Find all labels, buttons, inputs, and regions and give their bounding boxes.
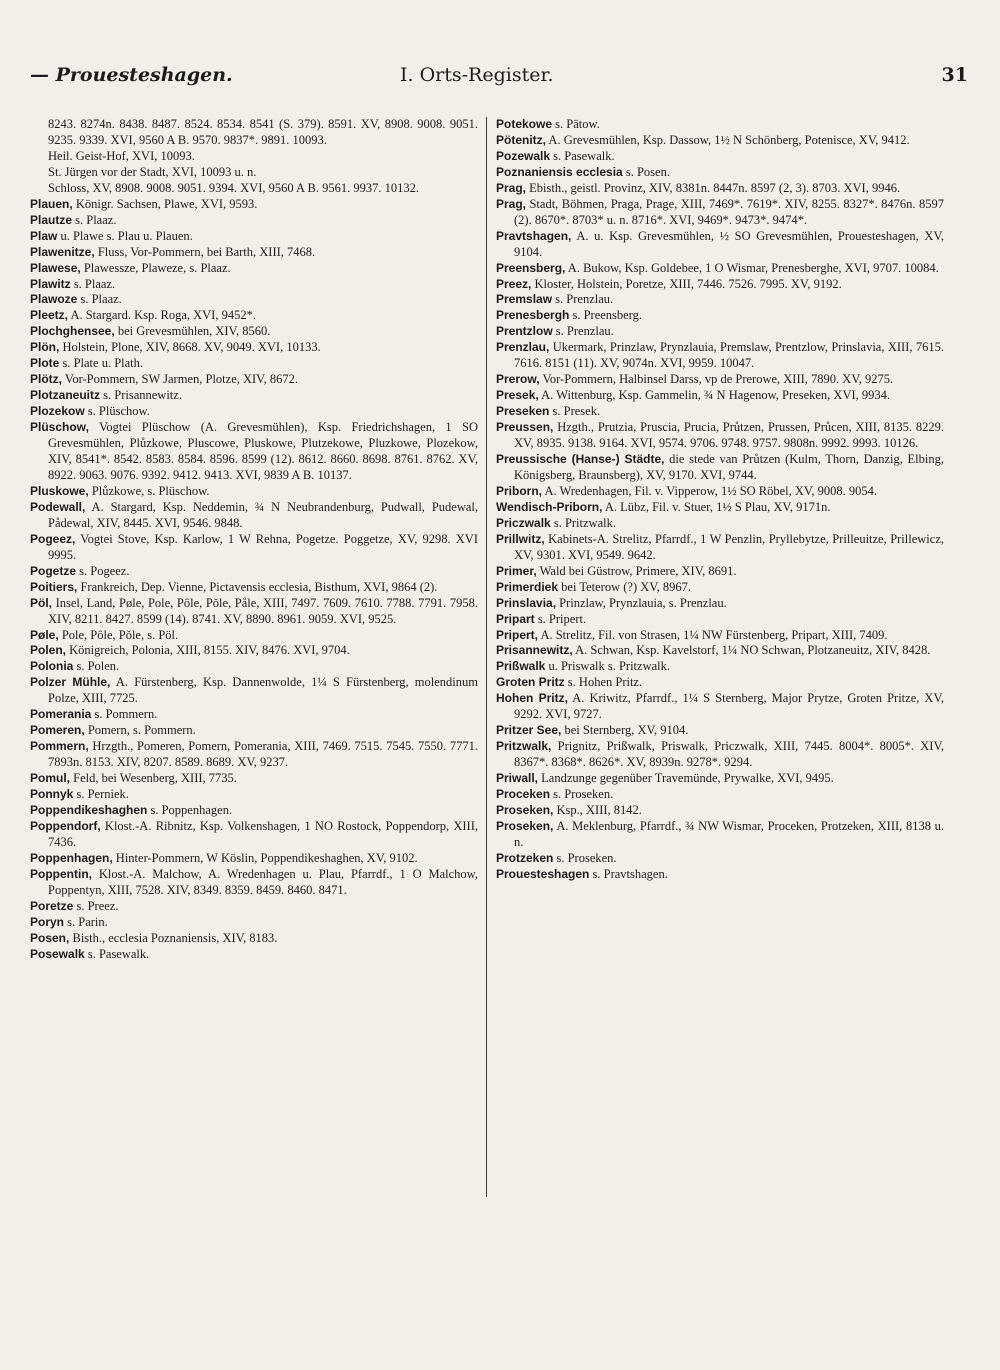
entry-headword: Proseken, xyxy=(496,818,554,833)
index-entry xyxy=(30,372,478,388)
entry-headword: Poppenhagen, xyxy=(30,850,113,865)
entry-headword: Protzeken xyxy=(496,850,554,865)
entry-text: Vor-Pommern, SW Jarmen, Plotze, XIV, 8672. xyxy=(62,372,298,387)
running-head-title: I. Orts-Register. xyxy=(400,64,554,86)
entry-headword: Prißwalk xyxy=(496,659,546,674)
entry-headword: Plawoze xyxy=(30,292,78,307)
right-column xyxy=(496,117,944,883)
entry-text: Ebisth., geistl. Provinz, XIV, 8381n. 8447n. 8597 (2, 3). 8703. XVI, 9946. xyxy=(526,180,901,195)
entry-text: s. Posen. xyxy=(622,164,670,179)
entry-text: Insel, Land, Pøle, Pole, Pôle, Pǒle, Påle, XIII, 7497. 7609. 7610. 7788. 7791. 7958. XIV, 8211. 8427. 8599 (14). 8741. XV, 8890. 8961. 9059. XVI, 9525. xyxy=(48,595,478,626)
index-entry xyxy=(30,340,478,356)
entry-text: s. Proseken. xyxy=(550,787,614,802)
entry-text: s. Prenzlau. xyxy=(552,292,614,307)
index-entry xyxy=(30,675,478,707)
index-entry xyxy=(30,388,478,404)
index-entry xyxy=(30,739,478,771)
index-entry xyxy=(496,420,944,452)
index-entry xyxy=(30,213,478,229)
index-entry xyxy=(496,388,944,404)
entry-text: Landzunge gegenüber Travemünde, Prywalke, XVI, 9495. xyxy=(538,771,834,786)
index-entry xyxy=(30,564,478,580)
entry-text: s. Pasewalk. xyxy=(84,946,150,961)
entry-text: Hzgth., Prutzia, Pruscia, Prucia, Průtzen, Prussen, Průcen, XIII, 8135. 8229. XV, 8935. 9138. 9164. XVI, 9574. 9706. 9748. 9757. 9808n. 9992. 9993. 10126. xyxy=(514,420,944,451)
entry-text: Schloss, XV, 8908. 9008. 9051. 9394. XVI, 9560 A B. 9561. 9937. 10132. xyxy=(48,180,419,195)
index-entry xyxy=(30,867,478,899)
index-entry xyxy=(30,947,478,963)
entry-headword: Pomul, xyxy=(30,771,71,786)
entry-headword: Preseken xyxy=(496,404,550,419)
index-entry xyxy=(496,628,944,644)
index-entry xyxy=(30,324,478,340)
entry-text: bei Teterow (?) XV, 8967. xyxy=(558,579,692,594)
entry-text: Klost.-A. Malchow, A. Wredenhagen u. Plau, Pfarrdf., 1 O Malchow, Poppentyn, XIII, 7528. XIV, 8349. 8359. 8459. 8460. 8471. xyxy=(48,866,478,897)
entry-headword: Pötenitz, xyxy=(496,132,546,147)
entry-text: Hinter-Pommern, W Köslin, Poppendikeshaghen, XV, 9102. xyxy=(112,850,418,865)
index-entry xyxy=(30,643,478,659)
entry-headword: Prenesbergh xyxy=(496,308,570,323)
page-number: 31 xyxy=(941,64,968,86)
entry-text: A. Stargard. Ksp. Roga, XVI, 9452*. xyxy=(68,308,256,323)
index-entry xyxy=(30,659,478,675)
entry-text: A. Stargard, Ksp. Neddemin, ¾ N Neubrandenburg, Pudwall, Pudewal, Pådewal, XIV, 8445. XVI, 9546. 9848. xyxy=(48,499,478,530)
index-entry xyxy=(30,181,478,197)
index-entry xyxy=(30,404,478,420)
index-entry xyxy=(496,819,944,851)
entry-headword: Plotzaneuitz xyxy=(30,388,101,403)
index-entry xyxy=(30,356,478,372)
index-entry xyxy=(496,564,944,580)
entry-text: A. Grevesmühlen, Ksp. Dassow, 1½ N Schönberg, Potenisce, XV, 9412. xyxy=(546,132,910,147)
entry-headword: Plötz, xyxy=(30,372,62,387)
entry-text: St. Jürgen vor der Stadt, XVI, 10093 u. n. xyxy=(48,164,257,179)
entry-text: bei Grevesmühlen, XIV, 8560. xyxy=(114,324,271,339)
entry-text: s. Pasewalk. xyxy=(550,148,615,163)
entry-headword: Plozekow xyxy=(30,404,85,419)
entry-headword: Polzer Mühle, xyxy=(30,675,111,690)
index-entry xyxy=(496,691,944,723)
index-entry xyxy=(496,723,944,739)
page-header xyxy=(30,64,968,98)
entry-text: s. Pritzwalk. xyxy=(550,515,616,530)
entry-headword: Pripart xyxy=(496,611,535,626)
index-entry xyxy=(30,723,478,739)
entry-headword: Pripert, xyxy=(496,627,539,642)
entry-headword: Preez, xyxy=(496,276,532,291)
entry-text: s. Pravtshagen. xyxy=(589,866,668,881)
entry-headword: Pleetz, xyxy=(30,308,69,323)
entry-text: s. Poppenhagen. xyxy=(147,802,233,817)
entry-text: Kloster, Holstein, Poretze, XIII, 7446. 7526. 7995. XV, 9192. xyxy=(531,276,842,291)
entry-text: Vogtei Stove, Ksp. Karlow, 1 W Rehna, Pogetze. Poggetze, XV, 9298. XVI 9995. xyxy=(48,531,478,562)
entry-text: A. Strelitz, Fil. von Strasen, 1¼ NW Fürstenberg, Pripart, XIII, 7409. xyxy=(538,627,888,642)
entry-headword: Plauen, xyxy=(30,196,73,211)
entry-text: Pomern, s. Pommern. xyxy=(84,723,196,738)
entry-headword: Preensberg, xyxy=(496,260,566,275)
index-entry xyxy=(30,308,478,324)
entry-headword: Polonia xyxy=(30,659,74,674)
entry-headword: Prouesteshagen xyxy=(496,866,590,881)
entry-text: Hrzgth., Pomeren, Pomern, Pomerania, XIII, 7469. 7515. 7545. 7550. 7771. 7893n. 8153. XIV, 8207. 8589. 8689. XV, 9237. xyxy=(48,739,478,770)
entry-headword: Polen, xyxy=(30,643,67,658)
entry-headword: Plüschow, xyxy=(30,420,89,435)
entry-headword: Plochghensee, xyxy=(30,324,115,339)
entry-text: Plůzkowe, s. Plüschow. xyxy=(88,483,210,498)
entry-text: 8243. 8274n. 8438. 8487. 8524. 8534. 8541 (S. 379). 8591. XV, 8908. 9008. 9051. 9235. 9339. XVI, 9560 A B. 9570. 9837*. 9891. 10093. xyxy=(48,117,478,147)
index-entry xyxy=(30,596,478,628)
entry-headword: Pravtshagen, xyxy=(496,228,572,243)
entry-text: Königreich, Polonia, XIII, 8155. XIV, 8476. XVI, 9704. xyxy=(66,643,350,658)
entry-headword: Proseken, xyxy=(496,802,554,817)
entry-text: Vor-Pommern, Halbinsel Darss, vp de Prerowe, XIII, 7890. XV, 9275. xyxy=(539,372,894,387)
entry-text: A. Wredenhagen, Fil. v. Vipperow, 1½ SO Röbel, XV, 9008. 9054. xyxy=(542,483,877,498)
entry-text: s. Preez. xyxy=(73,898,119,913)
entry-headword: Primerdiek xyxy=(496,579,559,594)
entry-text: s. Pogeez. xyxy=(76,563,130,578)
entry-headword: Poryn xyxy=(30,914,65,929)
index-entry xyxy=(496,372,944,388)
entry-headword: Prinslavia, xyxy=(496,595,557,610)
entry-text: s. Prisannewitz. xyxy=(100,388,182,403)
entry-text: s. Presek. xyxy=(549,404,601,419)
entry-text: s. Polen. xyxy=(73,659,120,674)
entry-text: Holstein, Plone, XIV, 8668. XV, 9049. XVI, 10133. xyxy=(59,340,321,355)
entry-headword: Podewall, xyxy=(30,499,86,514)
entry-headword: Plote xyxy=(30,356,60,371)
entry-headword: Hohen Pritz, xyxy=(496,691,568,706)
entry-headword: Pritzer See, xyxy=(496,723,562,738)
index-entry xyxy=(30,628,478,644)
index-entry xyxy=(30,851,478,867)
entry-text: A. Fürstenberg, Ksp. Dannenwolde, 1¼ S Fürstenberg, molendinum Polze, XIII, 7725. xyxy=(48,675,478,706)
index-entry xyxy=(30,245,478,261)
entry-headword: Prentzlow xyxy=(496,324,553,339)
entry-headword: Presek, xyxy=(496,388,539,403)
index-entry xyxy=(496,340,944,372)
entry-text: s. Plate u. Plath. xyxy=(59,356,144,371)
index-entry xyxy=(30,165,478,181)
entry-text: A. Wittenburg, Ksp. Gammelin, ¾ N Hagenow, Preseken, XVI, 9934. xyxy=(538,388,891,403)
index-entry xyxy=(30,771,478,787)
index-entry xyxy=(496,532,944,564)
index-entry xyxy=(496,165,944,181)
left-column xyxy=(30,117,478,963)
entry-headword: Pluskowe, xyxy=(30,483,89,498)
entry-text: Pole, Pôle, Pǒle, s. Pöl. xyxy=(58,627,179,642)
index-entry xyxy=(496,181,944,197)
entry-headword: Pomerania xyxy=(30,707,92,722)
index-entry xyxy=(496,500,944,516)
entry-text: Kabinets-A. Strelitz, Pfarrdf., 1 W Penzlin, Pryllebytze, Prilleuitze, Prillewicz, XV, 9301. XVI, 9549. 9642. xyxy=(514,531,944,562)
entry-headword: Prerow, xyxy=(496,372,540,387)
index-entry xyxy=(496,787,944,803)
entry-text: s. Plaaz. xyxy=(72,212,117,227)
entry-headword: Priczwalk xyxy=(496,515,551,530)
entry-headword: Potekowe xyxy=(496,117,553,131)
entry-headword: Prag, xyxy=(496,196,527,211)
entry-headword: Poznaniensis ecclesia xyxy=(496,164,623,179)
entry-text: s. Plaaz. xyxy=(77,292,122,307)
entry-text: Frankreich, Dep. Vienne, Pictavensis ecclesia, Bisthum, XVI, 9864 (2). xyxy=(77,579,438,594)
entry-headword: Poretze xyxy=(30,898,74,913)
entry-headword: Prenzlau, xyxy=(496,340,550,355)
index-entry xyxy=(496,659,944,675)
entry-headword: Poppendorf, xyxy=(30,818,101,833)
index-entry xyxy=(496,261,944,277)
entry-headword: Ponnyk xyxy=(30,787,74,802)
entry-text: s. Plaaz. xyxy=(70,276,116,291)
entry-headword: Priborn, xyxy=(496,483,543,498)
entry-text: Ksp., XIII, 8142. xyxy=(553,802,642,817)
entry-text: s. Perniek. xyxy=(73,787,129,802)
index-entry xyxy=(30,420,478,484)
index-entry xyxy=(496,643,944,659)
entry-headword: Pommern, xyxy=(30,739,89,754)
entry-headword: Posen, xyxy=(30,930,70,945)
index-entry xyxy=(496,197,944,229)
entry-headword: Pozewalk xyxy=(496,148,551,163)
entry-headword: Pritzwalk, xyxy=(496,739,552,754)
index-entry xyxy=(496,596,944,612)
entry-headword: Poppendikeshaghen xyxy=(30,802,148,817)
index-entry xyxy=(496,771,944,787)
index-entry xyxy=(496,308,944,324)
index-entry xyxy=(30,261,478,277)
entry-text: s. Pätow. xyxy=(552,117,600,131)
entry-text: s. Parin. xyxy=(64,914,108,929)
entry-text: Stadt, Böhmen, Praga, Prage, XIII, 7469*. 7619*. XIV, 8255. 8327*. 8476n. 8597 (2). 8670*. 8703* u. n. 8716*. XVI, 9469*. 9473*. 9474*. xyxy=(514,196,944,227)
index-entry xyxy=(496,803,944,819)
index-entry xyxy=(496,484,944,500)
entry-text: u. Plawe s. Plau u. Plauen. xyxy=(57,228,193,243)
entry-text: Fluss, Vor-Pommern, bei Barth, XIII, 7468. xyxy=(94,244,316,259)
entry-headword: Plawenitze, xyxy=(30,244,95,259)
entry-text: u. Priswalk s. Pritzwalk. xyxy=(545,659,671,674)
entry-text: Bisth., ecclesia Poznaniensis, XIV, 8183. xyxy=(69,930,278,945)
entry-text: s. Proseken. xyxy=(553,850,617,865)
index-entry xyxy=(30,229,478,245)
entry-headword: Priwall, xyxy=(496,771,539,786)
entry-text: A. Lübz, Fil. v. Stuer, 1½ S Plau, XV, 9171n. xyxy=(602,499,831,514)
entry-headword: Preussische (Hanse-) Städte, xyxy=(496,452,665,467)
entry-headword: Preussen, xyxy=(496,420,554,435)
index-entry xyxy=(496,675,944,691)
running-head-left: — Prouesteshagen. xyxy=(30,64,233,86)
entry-headword: Plön, xyxy=(30,340,60,355)
index-entry xyxy=(496,612,944,628)
entry-text: s. Pripert. xyxy=(534,611,587,626)
index-entry xyxy=(30,803,478,819)
entry-headword: Plawitz xyxy=(30,276,71,291)
entry-headword: Posewalk xyxy=(30,946,85,961)
index-entry xyxy=(496,292,944,308)
entry-headword: Prillwitz, xyxy=(496,531,545,546)
index-entry xyxy=(30,500,478,532)
entry-headword: Plaw xyxy=(30,228,58,243)
index-entry xyxy=(30,580,478,596)
index-entry xyxy=(30,915,478,931)
entry-text: Klost.-A. Ribnitz, Ksp. Volkenshagen, 1 NO Rostock, Poppendorp, XIII, 7436. xyxy=(48,818,478,849)
entry-headword: Groten Pritz xyxy=(496,675,565,690)
entry-headword: Primer, xyxy=(496,563,537,578)
entry-text: s. Plüschow. xyxy=(84,404,150,419)
index-entry xyxy=(496,516,944,532)
index-entry xyxy=(496,404,944,420)
entry-text: Königr. Sachsen, Plawe, XVI, 9593. xyxy=(72,196,258,211)
entry-text: s. Prenzlau. xyxy=(552,324,614,339)
entry-text: Prinzlaw, Prynzlauia, s. Prenzlau. xyxy=(556,595,727,610)
index-entry xyxy=(30,532,478,564)
index-entry xyxy=(30,197,478,213)
index-entry xyxy=(30,149,478,165)
index-entry xyxy=(496,277,944,293)
index-entry xyxy=(30,899,478,915)
entry-text: Prignitz, Prißwalk, Priswalk, Priczwalk, XIII, 7445. 8004*. 8005*. XIV, 8367*. 8368*. 8626*. XV, 8939n. 9278*. 9294. xyxy=(514,739,944,770)
index-entry xyxy=(496,851,944,867)
entry-headword: Wendisch-Priborn, xyxy=(496,499,603,514)
entry-text: Vogtei Plüschow (A. Grevesmühlen), Ksp. Friedrichshagen, 1 SO Grevesmühlen, Plůzkowe, Pluscowe, Pluskowe, Plutzekowe, Pluzkowe, Plozekow, XIV, 8541*. 8542. 8583. 8584. 8596. 8599 (12). 8612. 8660. 8698. 8761. 8762. XV, 8922. 9063. 9076. 9392. 9412. 9413. XVI, 9839 A B. 10137. xyxy=(48,420,478,482)
index-entry xyxy=(30,707,478,723)
entry-headword: Plautze xyxy=(30,212,73,227)
entry-headword: Prisannewitz, xyxy=(496,643,573,658)
entry-text: die stede van Průtzen (Kulm, Thorn, Danzig, Elbing, Königsberg, Braunsberg), XV, 9170. XVI, 9744. xyxy=(514,452,944,482)
index-entry xyxy=(496,580,944,596)
index-entry xyxy=(496,867,944,883)
index-entry xyxy=(30,484,478,500)
entry-text: A. Schwan, Ksp. Kavelstorf, 1¼ NO Schwan, Plotzaneuitz, XIV, 8428. xyxy=(572,643,931,658)
entry-text: A. Kriwitz, Pfarrdf., 1¼ S Sternberg, Major Prytze, Groten Pritze, XV, 9292. XVI, 9727. xyxy=(514,691,944,722)
entry-headword: Pöl, xyxy=(30,595,53,610)
index-entry xyxy=(496,229,944,261)
index-entry xyxy=(30,787,478,803)
index-entry xyxy=(496,117,944,133)
entry-text: Ukermark, Prinzlaw, Prynzlauia, Premslaw, Prentzlow, Prinslavia, XIII, 7615. 7616. 8151 (11). XV, 9074n. XVI, 9959. 10047. xyxy=(514,340,944,371)
index-entry xyxy=(30,819,478,851)
entry-headword: Pogeez, xyxy=(30,531,76,546)
index-entry xyxy=(30,931,478,947)
entry-text: Wald bei Güstrow, Primere, XIV, 8691. xyxy=(536,563,737,578)
column-divider xyxy=(486,117,487,1197)
index-entry xyxy=(30,117,478,149)
entry-headword: Proceken xyxy=(496,787,551,802)
entry-text: Plawessze, Plaweze, s. Plaaz. xyxy=(80,260,231,275)
entry-text: A. u. Ksp. Grevesmühlen, ½ SO Grevesmühlen, Prouesteshagen, XV, 9104. xyxy=(514,228,944,259)
entry-text: s. Preensberg. xyxy=(569,308,643,323)
entry-text: s. Pommern. xyxy=(91,707,158,722)
entry-headword: Prag, xyxy=(496,180,527,195)
entry-text: A. Meklenburg, Pfarrdf., ¾ NW Wismar, Proceken, Protzeken, XIII, 8138 u. n. xyxy=(514,818,944,849)
entry-headword: Poppentin, xyxy=(30,866,92,881)
index-entry xyxy=(496,149,944,165)
entry-headword: Premslaw xyxy=(496,292,553,307)
entry-headword: Poitiers, xyxy=(30,579,78,594)
index-entry xyxy=(496,133,944,149)
index-entry xyxy=(496,739,944,771)
entry-headword: Plawese, xyxy=(30,260,81,275)
index-entry xyxy=(496,452,944,484)
entry-headword: Pogetze xyxy=(30,563,77,578)
entry-text: Heil. Geist-Hof, XVI, 10093. xyxy=(48,148,195,163)
entry-headword: Pomeren, xyxy=(30,723,85,738)
index-entry xyxy=(496,324,944,340)
index-entry xyxy=(30,277,478,293)
entry-text: s. Hohen Pritz. xyxy=(564,675,643,690)
index-entry xyxy=(30,292,478,308)
entry-text: Feld, bei Wesenberg, XIII, 7735. xyxy=(70,771,237,786)
entry-text: bei Sternberg, XV, 9104. xyxy=(561,723,689,738)
entry-headword: Pøle, xyxy=(30,627,59,642)
entry-text: A. Bukow, Ksp. Goldebee, 1 O Wismar, Prenesberghe, XVI, 9707. 10084. xyxy=(565,260,939,275)
